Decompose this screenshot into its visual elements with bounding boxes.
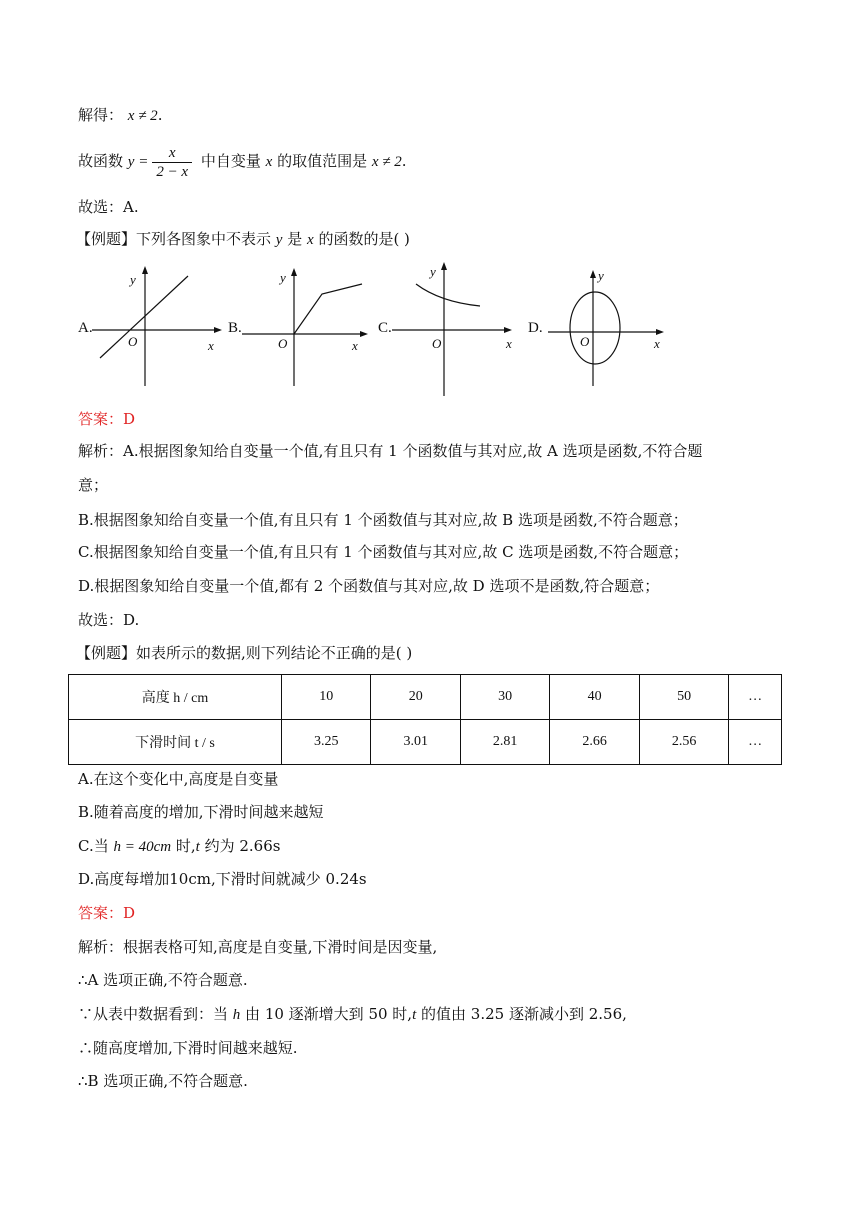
table-row — [69, 675, 782, 720]
graph-a-x-arrow — [214, 327, 222, 333]
graph-d-origin: O — [580, 334, 590, 349]
graph-c-origin: O — [432, 336, 442, 351]
fraction-numerator: x — [152, 144, 192, 163]
graph-a-y-arrow — [142, 266, 148, 274]
graph-c-x-arrow — [504, 327, 512, 333]
table-cell-height-header: 高度 h / cm — [69, 675, 282, 720]
table-cell: 2.81 — [460, 720, 549, 765]
graph-c-y-label: y — [430, 264, 436, 279]
question-1-b: 是 — [282, 230, 307, 248]
choice-line-2: 故选：D. — [78, 611, 140, 629]
answer-2: 答案：D — [78, 904, 136, 922]
option-d: D.高度每增加10cm,下滑时间就减少 0.24s — [78, 870, 367, 888]
domain-end: . — [401, 152, 407, 170]
table-cell: 20 — [371, 675, 460, 720]
fraction-denominator: 2 − x — [156, 163, 189, 180]
explanation-2-b: ∴A 选项正确,不符合题意. — [78, 971, 248, 989]
explanation-2-c-h: h — [232, 1007, 241, 1023]
option-c-math: h = 40cm — [113, 839, 172, 855]
graph-b-x-label: x — [352, 338, 358, 353]
domain-prefix: 故函数 — [78, 152, 128, 170]
explanation-1-e: D.根据图象知给自变量一个值,都有 2 个函数值与其对应,故 D 选项不是函数,符合题意； — [78, 577, 660, 595]
table-cell: 2.66 — [550, 720, 639, 765]
graph-b — [242, 262, 374, 388]
domain-mid: 中自变量 — [196, 152, 266, 170]
graph-b-y-label: y — [280, 270, 286, 285]
option-b: B.随着高度的增加,下滑时间越来越短 — [78, 803, 324, 821]
graph-a-origin: O — [128, 334, 138, 349]
graph-c-y-arrow — [441, 262, 447, 270]
explanation-2-a: 解析：根据表格可知,高度是自变量,下滑时间是因变量, — [78, 938, 438, 956]
answer-1: 答案：D — [78, 410, 136, 428]
table-cell-time-header: 下滑时间 t / s — [69, 720, 282, 765]
table-cell: 40 — [550, 675, 639, 720]
question-1 — [76, 228, 410, 251]
question-1-x: x — [307, 232, 314, 248]
graph-c — [392, 262, 524, 398]
explanation-2-c-a: ∵从表中数据看到：当 — [78, 1005, 233, 1023]
table-cell: 50 — [639, 675, 728, 720]
table-cell: 3.25 — [282, 720, 371, 765]
question-2: 【例题】如表所示的数据,则下列结论不正确的是( ) — [76, 644, 413, 662]
graph-b-label: B. — [228, 320, 242, 336]
function-y: y = — [127, 154, 149, 170]
fraction — [152, 144, 192, 181]
graph-b-y-arrow — [291, 268, 297, 276]
table-cell: 2.56 — [639, 720, 728, 765]
explanation-2-c-c: 的值由 3.25 逐渐减小到 2.56, — [416, 1005, 627, 1023]
solution-math: x ≠ 2 — [127, 108, 158, 124]
explanation-2-c — [78, 1003, 627, 1026]
table-cell: 30 — [460, 675, 549, 720]
graph-b-origin: O — [278, 336, 288, 351]
graph-c-label: C. — [378, 320, 392, 336]
explanation-1-b: 意； — [78, 476, 109, 494]
option-a: A.在这个变化中,高度是自变量 — [78, 770, 279, 788]
explanation-2-e: ∴B 选项正确,不符合题意. — [78, 1072, 248, 1090]
question-1-c: 的函数的是( ) — [313, 230, 410, 248]
domain-mid2: 的取值范围是 — [272, 152, 372, 170]
table-cell: 10 — [282, 675, 371, 720]
graph-c-curve — [416, 284, 480, 306]
graph-b-x-arrow — [360, 331, 368, 337]
explanation-1-d: C.根据图象知给自变量一个值,有且只有 1 个函数值与其对应,故 C 选项是函数,不符合题意； — [78, 543, 689, 561]
graph-d — [548, 262, 680, 388]
graph-b-curve — [294, 284, 362, 334]
option-c — [78, 835, 280, 858]
option-c-t: t — [195, 839, 200, 855]
graph-a — [92, 262, 224, 388]
graph-a-curve — [100, 276, 188, 358]
graph-d-y-arrow — [590, 270, 596, 278]
graph-d-curve — [570, 292, 620, 364]
domain-math: x ≠ 2 — [371, 154, 402, 170]
question-1-y: y — [275, 232, 283, 248]
solution-end: . — [157, 106, 163, 124]
graph-d-label: D. — [528, 320, 543, 336]
graph-d-x-label: x — [654, 336, 660, 351]
graph-a-y-label: y — [130, 272, 136, 287]
explanation-1-c: B.根据图象知给自变量一个值,有且只有 1 个函数值与其对应,故 B 选项是函数,不符合题意； — [78, 511, 688, 529]
graph-a-x-label: x — [208, 338, 214, 353]
explanation-2-d: ∴随高度增加,下滑时间越来越短. — [78, 1039, 298, 1057]
explanation-2-c-t: t — [412, 1007, 417, 1023]
explanation-1-a: 解析：A.根据图象知给自变量一个值,有且只有 1 个函数值与其对应,故 A 选项是函数,不符合题 — [78, 442, 703, 460]
graph-a-label: A. — [78, 320, 93, 336]
graph-d-x-arrow — [656, 329, 664, 335]
table-row — [69, 720, 782, 765]
solution-line — [78, 104, 162, 127]
table-cell: … — [729, 720, 782, 765]
domain-x: x — [265, 154, 273, 170]
table-cell: … — [729, 675, 782, 720]
option-c-b: 时, — [171, 837, 196, 855]
option-c-a: C.当 — [78, 837, 114, 855]
choice-line-1: 故选：A. — [78, 198, 139, 216]
option-c-c: 约为 2.66s — [199, 837, 281, 855]
question-1-a: 【例题】下列各图象中不表示 — [76, 230, 276, 248]
explanation-2-c-b: 由 10 逐渐增大到 50 时, — [240, 1005, 413, 1023]
solution-prefix: 解得： — [78, 106, 124, 124]
graph-c-x-label: x — [506, 336, 512, 351]
data-table — [68, 674, 782, 765]
domain-line — [78, 139, 407, 184]
table-cell: 3.01 — [371, 720, 460, 765]
graph-d-y-label: y — [598, 268, 604, 283]
